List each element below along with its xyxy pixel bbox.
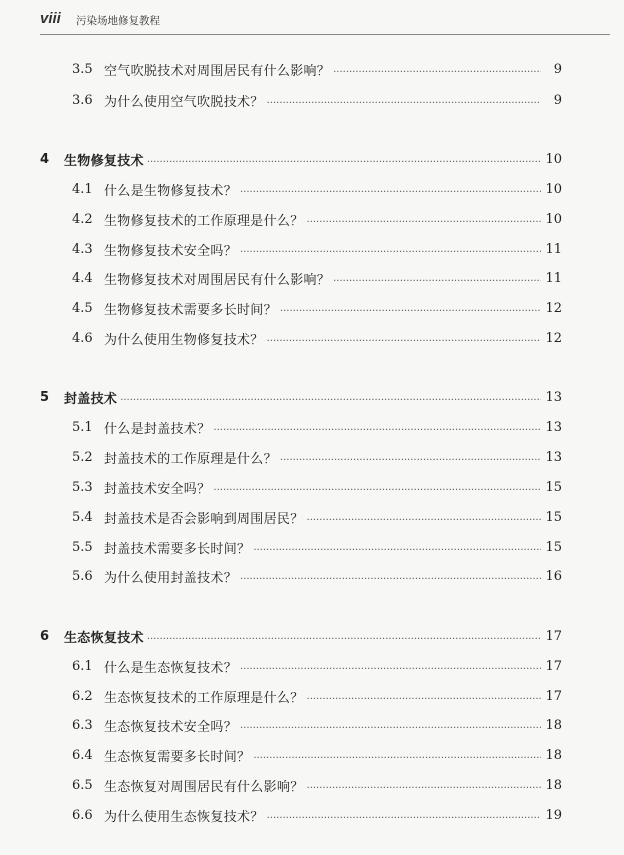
- toc-entry-title: 封盖技术的工作原理是什么？: [104, 451, 277, 467]
- toc-entry-page: 18: [545, 747, 562, 763]
- leader-dots: [307, 691, 541, 702]
- toc-chapter-page: 13: [545, 389, 562, 405]
- toc-chapter-4[interactable]: [0, 148, 624, 170]
- toc-entry-page: 17: [545, 658, 562, 674]
- toc-entry-title: 生态恢复技术安全吗？: [104, 719, 238, 735]
- toc-entry-4-2[interactable]: [0, 208, 624, 230]
- toc-entry-4-1[interactable]: [0, 178, 624, 200]
- toc-entry-title: 生态恢复需要多长时间？: [104, 749, 251, 765]
- toc-chapter-title: 封盖技术: [64, 391, 118, 407]
- toc-entry-number: 3.6: [72, 92, 93, 108]
- toc-entry-page: 15: [545, 539, 562, 555]
- leader-dots: [240, 720, 541, 731]
- toc-entry-5-3[interactable]: [0, 476, 624, 498]
- toc-entry-title: 为什么使用生物修复技术？: [104, 332, 264, 348]
- leader-dots: [280, 452, 541, 463]
- toc-entry-title: 什么是封盖技术？: [104, 421, 211, 437]
- leader-dots: [280, 303, 541, 314]
- toc-entry-number: 3.5: [72, 61, 93, 77]
- toc-chapter-number: 6: [40, 628, 50, 644]
- leader-dots: [267, 810, 541, 821]
- leader-dots: [240, 184, 541, 195]
- toc-entry-5-4[interactable]: [0, 506, 624, 528]
- running-header: [0, 0, 624, 36]
- toc-entry-title: 生物修复技术的工作原理是什么？: [104, 213, 304, 229]
- leader-dots: [240, 661, 541, 672]
- toc-entry-title: 生物修复技术安全吗？: [104, 243, 238, 259]
- toc-entry-page: 19: [545, 807, 562, 823]
- toc-entry-title: 空气吹脱技术对周围居民有什么影响？: [104, 63, 331, 79]
- toc-entry-number: 5.4: [72, 509, 93, 525]
- toc-chapter-page: 17: [545, 628, 562, 644]
- leader-dots: [307, 214, 541, 225]
- toc-entry-page: 12: [545, 330, 562, 346]
- toc-entry-number: 6.4: [72, 747, 93, 763]
- leader-dots: [307, 780, 541, 791]
- toc-entry-4-5[interactable]: [0, 297, 624, 319]
- toc-entry-page: 13: [545, 419, 562, 435]
- toc-entry-number: 4.3: [72, 241, 93, 257]
- header-book-title: 污染场地修复教程: [76, 15, 160, 27]
- toc-entry-number: 5.5: [72, 539, 93, 555]
- toc-chapter-number: 4: [40, 151, 50, 167]
- toc-entry-number: 6.6: [72, 807, 93, 823]
- toc-entry-number: 5.2: [72, 449, 93, 465]
- toc-entry-number: 5.3: [72, 479, 93, 495]
- toc-chapter-title: 生物修复技术: [64, 153, 144, 169]
- toc-entry-title: 封盖技术需要多长时间？: [104, 541, 251, 557]
- toc-entry-page: 10: [545, 211, 562, 227]
- toc-entry-number: 6.2: [72, 688, 93, 704]
- toc-entry-page: 16: [545, 568, 562, 584]
- toc-entry-number: 5.1: [72, 419, 93, 435]
- toc-entry-6-6[interactable]: [0, 804, 624, 826]
- leader-dots: [333, 273, 541, 284]
- toc-entry-page: 18: [545, 777, 562, 793]
- toc-entry-page: 15: [545, 509, 562, 525]
- header-rule: [40, 34, 610, 35]
- toc-entry-title: 生态恢复技术的工作原理是什么？: [104, 690, 304, 706]
- leader-dots: [333, 64, 541, 75]
- toc-entry-6-4[interactable]: [0, 744, 624, 766]
- toc-entry-number: 4.1: [72, 181, 93, 197]
- toc-entry-page: 12: [545, 300, 562, 316]
- toc-entry-5-6[interactable]: [0, 565, 624, 587]
- toc-entry-title: 为什么使用生态恢复技术？: [104, 809, 264, 825]
- toc-entry-number: 4.4: [72, 270, 93, 286]
- toc-entry-5-1[interactable]: [0, 416, 624, 438]
- toc-chapter-page: 10: [545, 151, 562, 167]
- toc-entry-number: 6.3: [72, 717, 93, 733]
- toc-entry-4-4[interactable]: [0, 267, 624, 289]
- toc-entry-title: 封盖技术是否会影响到周围居民？: [104, 511, 304, 527]
- toc-entry-page: 18: [545, 717, 562, 733]
- toc-entry-number: 4.6: [72, 330, 93, 346]
- toc-entry-number: 4.5: [72, 300, 93, 316]
- toc-entry-5-2[interactable]: [0, 446, 624, 468]
- header-page-number: viii: [40, 10, 61, 27]
- toc-chapter-5[interactable]: [0, 386, 624, 408]
- toc-entry-3-6[interactable]: [0, 89, 624, 111]
- leader-dots: [253, 750, 541, 761]
- toc-chapter-number: 5: [40, 389, 50, 405]
- toc-entry-page: 15: [545, 479, 562, 495]
- toc-entry-title: 什么是生物修复技术？: [104, 183, 238, 199]
- leader-dots: [213, 422, 541, 433]
- toc-entry-page: 17: [545, 688, 562, 704]
- leader-dots: [267, 333, 541, 344]
- toc-entry-page: 13: [545, 449, 562, 465]
- toc-entry-title: 封盖技术安全吗？: [104, 481, 211, 497]
- toc-entry-title: 生物修复技术需要多长时间？: [104, 302, 277, 318]
- leader-dots: [253, 542, 541, 553]
- leader-dots: [147, 631, 541, 642]
- toc-entry-6-1[interactable]: [0, 655, 624, 677]
- toc-entry-number: 6.5: [72, 777, 93, 793]
- leader-dots: [240, 244, 541, 255]
- leader-dots: [267, 95, 541, 106]
- toc-entry-number: 6.1: [72, 658, 93, 674]
- toc-entry-title: 生态恢复对周围居民有什么影响？: [104, 779, 304, 795]
- toc-chapter-title: 生态恢复技术: [64, 630, 144, 646]
- toc-entry-title: 什么是生态恢复技术？: [104, 660, 238, 676]
- leader-dots: [120, 392, 541, 403]
- toc-entry-4-6[interactable]: [0, 327, 624, 349]
- toc-entry-3-5[interactable]: [0, 58, 624, 80]
- leader-dots: [307, 512, 541, 523]
- toc-entry-title: 生物修复技术对周围居民有什么影响？: [104, 272, 331, 288]
- toc-entry-number: 5.6: [72, 568, 93, 584]
- toc-entry-6-2[interactable]: [0, 685, 624, 707]
- toc-entry-6-5[interactable]: [0, 774, 624, 796]
- leader-dots: [213, 482, 541, 493]
- toc-chapter-6[interactable]: [0, 625, 624, 647]
- toc-entry-page: 11: [545, 241, 562, 257]
- toc-entry-page: 9: [553, 61, 562, 77]
- toc-entry-number: 4.2: [72, 211, 93, 227]
- toc-entry-page: 9: [553, 92, 562, 108]
- toc-entry-4-3[interactable]: [0, 238, 624, 260]
- toc-entry-page: 10: [545, 181, 562, 197]
- toc-entry-5-5[interactable]: [0, 536, 624, 558]
- toc-entry-page: 11: [545, 270, 562, 286]
- toc-entry-title: 为什么使用空气吹脱技术？: [104, 94, 264, 110]
- leader-dots: [240, 571, 541, 582]
- toc-entry-6-3[interactable]: [0, 714, 624, 736]
- leader-dots: [147, 154, 541, 165]
- toc-entry-title: 为什么使用封盖技术？: [104, 570, 238, 586]
